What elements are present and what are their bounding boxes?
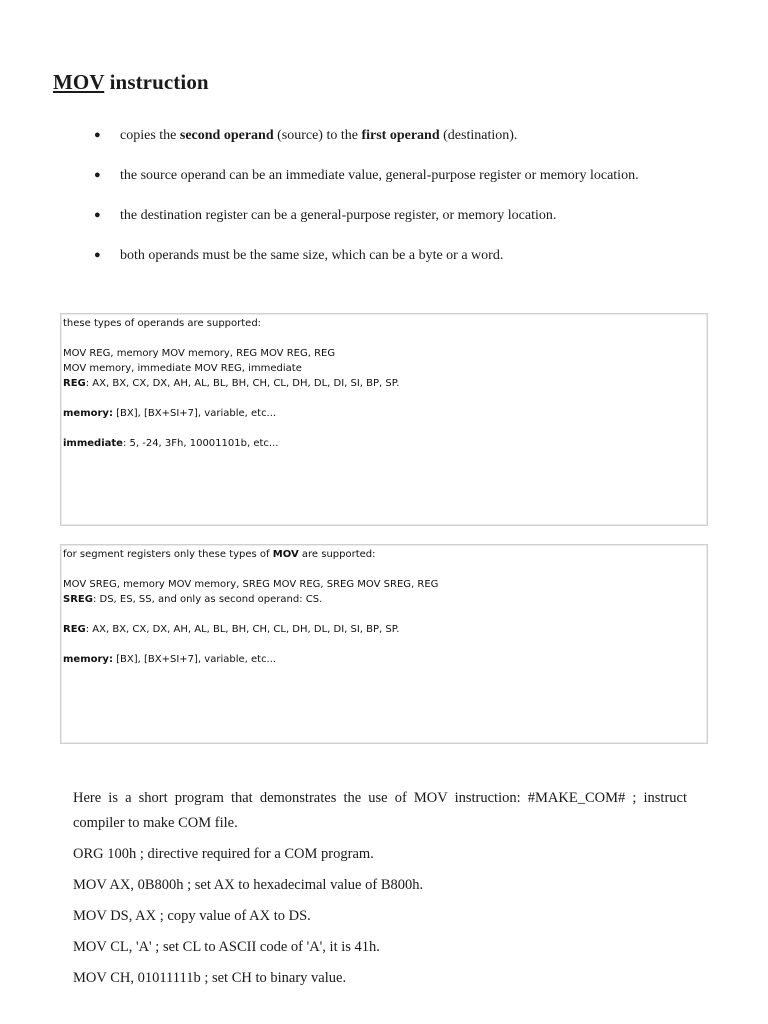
bullet-dot-icon: ● [94,129,101,141]
reg-line: REG: AX, BX, CX, DX, AH, AL, BL, BH, CH, CL, DH, DL, DI, SI, BP, SP. [63,378,400,389]
bullet-item: ● the destination register can be a general-purpose register, or memory location. [94,203,690,228]
title-rest: instruction [104,70,209,94]
bullet-item: ● copies the second operand (source) to the first operand (destination). [94,123,690,148]
operand-forms: MOV SREG, memory MOV memory, SREG MOV REG, SREG MOV SREG, REG [63,579,439,590]
program-line: Here is a short program that demonstrates the use of MOV instruction: #MAKE_COM# ; instruct compiler to make COM file. [73,790,687,831]
program-line: MOV CL, 'A' ; set CL to ASCII code of 'A', it is 41h. [73,939,380,955]
immediate-line: immediate: 5, -24, 3Fh, 10001101b, etc... [63,438,279,449]
memory-line: memory: [BX], [BX+SI+7], variable, etc... [63,654,277,665]
box-intro: for segment registers only these types of MOV are supported: [63,549,376,560]
reg-line: REG: AX, BX, CX, DX, AH, AL, BL, BH, CH, CL, DH, DL, DI, SI, BP, SP. [63,624,400,635]
program-line: ORG 100h ; directive required for a COM program. [73,846,374,862]
sreg-line: SREG: DS, ES, SS, and only as second operand: CS. [63,594,323,605]
bullet-dot-icon: ● [94,209,101,221]
operand-forms: MOV REG, memory MOV memory, REG MOV REG, REG [63,348,336,359]
bullet-dot-icon: ● [94,249,101,261]
bullet-list [94,123,690,283]
operand-forms: MOV memory, immediate MOV REG, immediate [63,363,302,374]
program-line: MOV DS, AX ; copy value of AX to DS. [73,908,311,924]
page-title [53,70,209,95]
bullet-item: ● the source operand can be an immediate value, general-purpose register or memory location. [94,163,690,188]
bullet-item: ● both operands must be the same size, which can be a byte or a word. [94,243,690,268]
box-intro: these types of operands are supported: [63,318,262,329]
title-keyword: MOV [53,70,105,94]
bullet-dot-icon: ● [94,169,101,181]
segment-registers-box [60,544,708,744]
memory-line: memory: [BX], [BX+SI+7], variable, etc... [63,408,277,419]
operands-box [60,313,708,526]
program-line: MOV CH, 01011111b ; set CH to binary value. [73,970,347,986]
program-line: MOV AX, 0B800h ; set AX to hexadecimal value of B800h. [73,877,424,893]
program-listing [73,786,687,997]
